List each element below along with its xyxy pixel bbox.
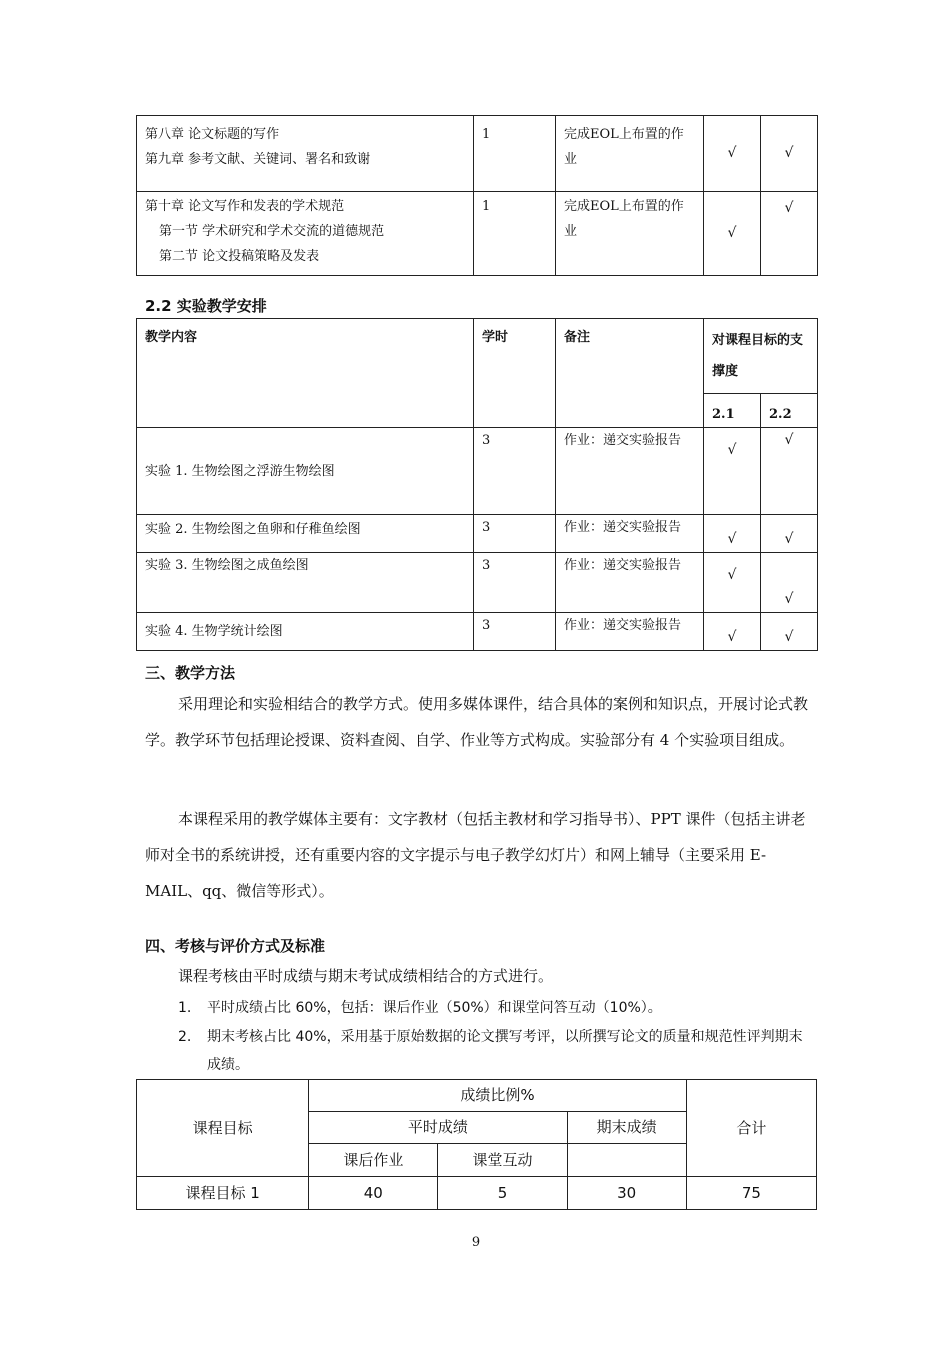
header-ratio: 成绩比例% — [309, 1080, 687, 1112]
hours-cell: 3 — [474, 553, 556, 613]
header-goal-2-1: 2.1 — [704, 394, 761, 428]
experiment-name: 实验 4. 生物学统计绘图 — [137, 613, 474, 651]
goal-cell: 课程目标 1 — [137, 1177, 309, 1210]
experiment-table — [136, 318, 818, 651]
section-line: 第一节 学术研究和学术交流的道德规范 — [159, 224, 385, 239]
experiment-name: 实验 1. 生物绘图之浮游生物绘图 — [137, 428, 474, 515]
check-mark: √ — [761, 116, 818, 192]
chapter-line: 第十章 论文写作和发表的学术规范 — [145, 199, 345, 214]
note-cell: 作业：递交实验报告 — [556, 613, 704, 651]
paragraph: 采用理论和实验相结合的教学方式。使用多媒体课件，结合具体的案例和知识点，开展讨论式教学。教学环节包括理论授课、资料查阅、自学、作业等方式构成。实验部分有 4 个实验项目组成。 — [145, 695, 809, 749]
header-hours: 学时 — [474, 319, 556, 428]
list-number: 1. — [178, 1000, 192, 1016]
hours-cell: 1 — [474, 192, 556, 276]
list-number: 2. — [178, 1029, 192, 1045]
header-interact: 课堂互动 — [438, 1144, 567, 1177]
table-row — [137, 1177, 817, 1210]
check-mark: √ — [704, 613, 761, 651]
grading-table — [136, 1079, 817, 1210]
check-mark: √ — [761, 553, 818, 613]
section-heading-3: 三、教学方法 — [145, 664, 236, 682]
chapter-line: 第九章 参考文献、关键词、署名和致谢 — [145, 152, 371, 167]
check-mark: √ — [704, 515, 761, 553]
header-usual: 平时成绩 — [309, 1112, 567, 1144]
hours-cell: 3 — [474, 428, 556, 515]
header-content: 教学内容 — [137, 319, 474, 428]
hours-cell: 1 — [474, 116, 556, 192]
note-cell: 作业：递交实验报告 — [556, 428, 704, 515]
table-row — [137, 428, 818, 515]
check-mark: √ — [761, 515, 818, 553]
header-goal: 课程目标 — [137, 1080, 309, 1177]
note-cell: 完成EOL上布置的作业 — [556, 192, 704, 276]
chapter-line: 第八章 论文标题的写作 — [145, 127, 280, 142]
table-header-row — [137, 319, 818, 394]
check-mark: √ — [704, 192, 761, 276]
table-row — [137, 553, 818, 613]
page-number: 9 — [471, 1235, 481, 1250]
header-note: 备注 — [556, 319, 704, 428]
section-heading-2-2: 2.2 实验教学安排 — [145, 297, 267, 315]
table-row — [137, 116, 818, 192]
interact-cell: 5 — [438, 1177, 567, 1210]
total-cell: 75 — [686, 1177, 816, 1210]
assessment-intro: 课程考核由平时成绩与期末考试成绩相结合的方式进行。 — [178, 967, 554, 985]
experiment-name: 实验 3. 生物绘图之成鱼绘图 — [137, 553, 474, 613]
header-goal-2-2: 2.2 — [761, 394, 818, 428]
header-support: 对课程目标的支撑度 — [704, 319, 818, 394]
homework-cell: 40 — [309, 1177, 438, 1210]
note-cell: 完成EOL上布置的作业 — [556, 116, 704, 192]
header-final: 期末成绩 — [567, 1112, 686, 1144]
table-header-row — [137, 1080, 817, 1112]
section-heading-4: 四、考核与评价方式及标准 — [145, 937, 326, 955]
check-mark: √ — [704, 553, 761, 613]
chapter-table — [136, 115, 818, 276]
experiment-name: 实验 2. 生物绘图之鱼卵和仔稚鱼绘图 — [137, 515, 474, 553]
note-cell: 作业：递交实验报告 — [556, 553, 704, 613]
check-mark: √ — [761, 613, 818, 651]
check-mark: √ — [704, 116, 761, 192]
table-row — [137, 515, 818, 553]
note-cell: 作业：递交实验报告 — [556, 515, 704, 553]
list-item: 期末考核占比 40%，采用基于原始数据的论文撰写考评，以所撰写论文的质量和规范性评判期末成绩。 — [207, 1029, 803, 1073]
check-mark: √ — [704, 428, 761, 515]
check-mark: √ — [761, 428, 818, 515]
section-line: 第二节 论文投稿策略及发表 — [159, 249, 320, 264]
header-homework: 课后作业 — [309, 1144, 438, 1177]
list-item: 平时成绩占比 60%，包括：课后作业（50%）和课堂问答互动（10%）。 — [207, 1000, 662, 1016]
header-total: 合计 — [686, 1080, 816, 1177]
check-mark: √ — [761, 192, 818, 276]
hours-cell: 3 — [474, 515, 556, 553]
table-row — [137, 613, 818, 651]
paragraph: 本课程采用的教学媒体主要有：文字教材（包括主教材和学习指导书）、PPT 课件（包括主讲老师对全书的系统讲授，还有重要内容的文字提示与电子教学幻灯片）和网上辅导（主要采用 E-MAIL、qq、微信等形式）。 — [145, 810, 806, 900]
table-row — [137, 192, 818, 276]
hours-cell: 3 — [474, 613, 556, 651]
final-cell: 30 — [567, 1177, 686, 1210]
